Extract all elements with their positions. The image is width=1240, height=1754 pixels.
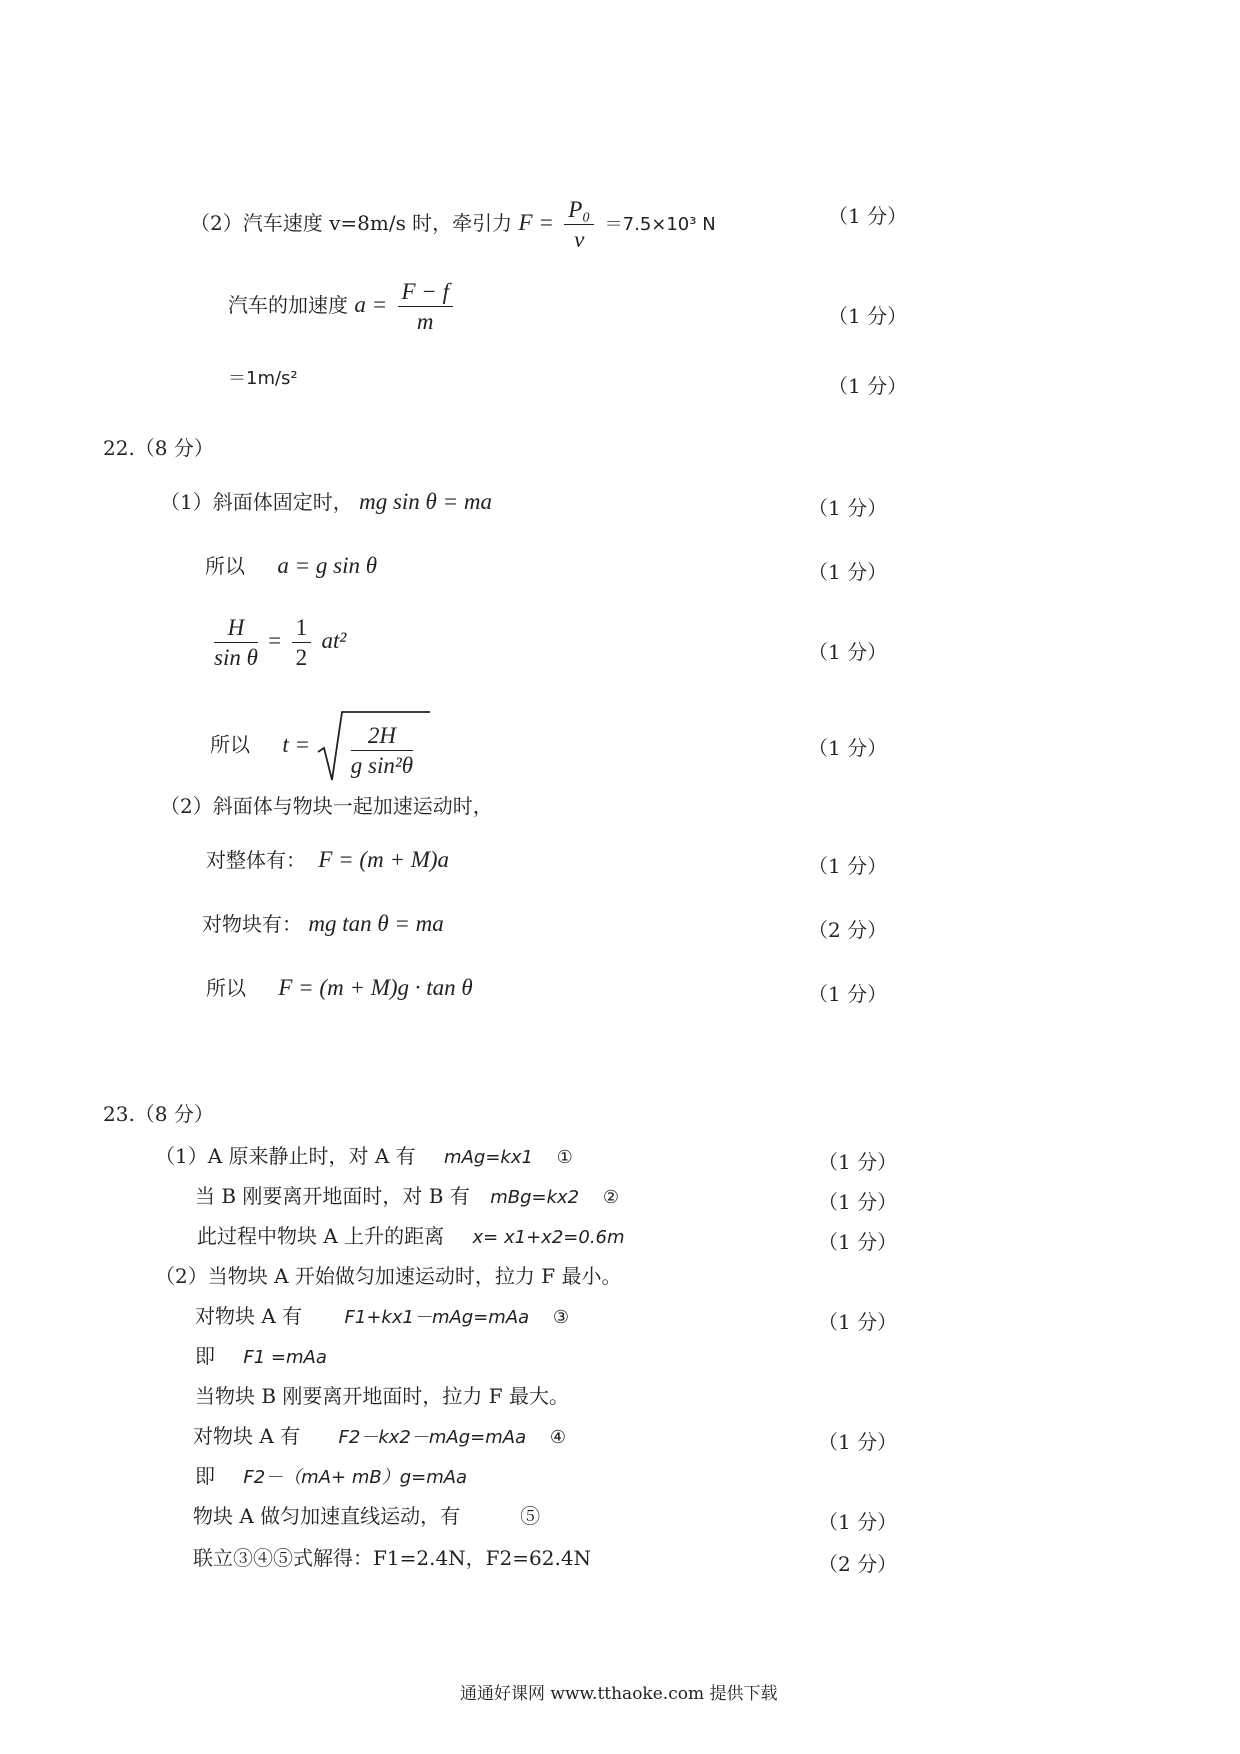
- fraction-denominator: 2: [295, 645, 308, 670]
- points-label: （1 分）: [818, 1230, 898, 1254]
- points-label: （1 分）: [818, 1310, 898, 1334]
- q22-text: 所以: [205, 554, 245, 578]
- q23-eq: F2－（mA+ mB）g=mAa: [243, 1467, 468, 1488]
- q22-eq: F = (m + M)a: [318, 847, 450, 872]
- q23-heading: 23.（8 分）: [103, 1102, 214, 1126]
- q22-line-1: [160, 490, 492, 513]
- points-label: （1 分）: [808, 560, 888, 584]
- q23-line-3: [197, 1226, 625, 1247]
- q22-heading: 22.（8 分）: [103, 436, 214, 460]
- points-label: （1 分）: [828, 304, 908, 328]
- points-label: （1 分）: [828, 374, 908, 398]
- q22-eq: F = (m + M)g · tan θ: [278, 975, 473, 1000]
- q22-text: （1）斜面体固定时，: [160, 490, 353, 514]
- q23-line-6: [195, 1346, 327, 1367]
- footer-credit: 通通好课网 www.tthaoke.com 提供下载: [460, 1684, 778, 1704]
- q23-text: 即: [195, 1464, 215, 1488]
- q21-text: （2）汽车速度 v=8m/s 时，牵引力: [190, 211, 513, 235]
- points-label: （1 分）: [808, 496, 888, 520]
- q23-text: 即: [195, 1344, 215, 1368]
- q23-line-8: [193, 1426, 566, 1447]
- fraction-numerator: 2H: [351, 724, 413, 751]
- q21-text: 汽车的加速度: [228, 293, 348, 317]
- q22-text: 对物块有：: [202, 912, 302, 936]
- fraction-numerator: F − f: [398, 280, 453, 307]
- q23-text: 当 B 刚要离开地面时，对 B 有: [195, 1184, 470, 1208]
- q22-text: 对整体有：: [206, 848, 306, 872]
- points-label: （2 分）: [808, 918, 888, 942]
- points-label: （1 分）: [818, 1190, 898, 1214]
- fraction-numerator: H: [214, 616, 258, 643]
- points-label: （1 分）: [818, 1430, 898, 1454]
- q22-eq: at²: [321, 628, 347, 653]
- points-label: （2 分）: [818, 1552, 898, 1576]
- q22-text: 所以: [210, 732, 250, 757]
- q21-line-accel: [228, 280, 457, 333]
- q21-result: ＝7.5×10³ N: [604, 214, 716, 235]
- q23-line-5: [195, 1306, 569, 1327]
- fraction-numerator: P₀: [564, 198, 594, 225]
- q21-eq-lhs: F =: [518, 210, 554, 235]
- q23-text: 此过程中物块 A 上升的距离: [197, 1224, 445, 1248]
- q22-line-6: [206, 848, 449, 871]
- q22-line-7: [202, 912, 444, 935]
- fraction-numerator: 1: [292, 616, 312, 643]
- fraction-height-over-sin: [214, 616, 258, 669]
- q23-eq: F2－kx2－mAg=mAa ④: [338, 1427, 566, 1448]
- points-label: （1 分）: [808, 854, 888, 878]
- q23-line-1: [155, 1146, 573, 1167]
- q23-text: （2）当物块 A 开始做匀加速运动时，拉力 F 最小。: [155, 1264, 622, 1288]
- q23-text: （1）A 原来静止时，对 A 有: [155, 1144, 416, 1168]
- points-label: （1 分）: [808, 982, 888, 1006]
- q22-line-2: [205, 554, 377, 577]
- q23-eq: F1 =mAa: [243, 1347, 327, 1368]
- q23-eq: mAg=kx1 ①: [444, 1147, 573, 1168]
- fraction-denominator: sin θ: [214, 645, 258, 670]
- fraction-one-half: [292, 616, 312, 669]
- q23-text: 联立③④⑤式解得：F1=2.4N，F2=62.4N: [193, 1546, 592, 1570]
- q22-line-8: [206, 976, 473, 999]
- fraction-time: [351, 724, 413, 777]
- q22-eq: mg sin θ = ma: [359, 489, 492, 514]
- q23-eq: F1+kx1－mAg=mAa ③: [344, 1307, 570, 1328]
- q22-eq: t =: [282, 731, 311, 757]
- points-label: （1 分）: [808, 736, 888, 760]
- points-label: （1 分）: [818, 1150, 898, 1174]
- q22-eq: a = g sin θ: [277, 553, 378, 578]
- q22-line-4: [210, 708, 417, 784]
- fraction-denominator: m: [416, 309, 434, 334]
- q22-line-3: [210, 616, 346, 669]
- q22-text: 所以: [206, 976, 246, 1000]
- q23-text: 对物块 A 有: [193, 1424, 301, 1448]
- q23-line-2: [195, 1186, 619, 1207]
- q21-line-traction: [190, 198, 716, 251]
- q22-text: （2）斜面体与物块一起加速运动时，: [160, 794, 493, 818]
- points-label: （1 分）: [818, 1510, 898, 1534]
- q23-eq: mBg=kx2 ②: [490, 1187, 619, 1208]
- q22-eq: mg tan θ = ma: [308, 911, 444, 936]
- q21-accel-result: ＝1m/s²: [228, 368, 298, 389]
- fraction-net-force-over-mass: [398, 280, 453, 333]
- fraction-denominator: g sin²θ: [350, 752, 414, 778]
- fraction-denominator: v: [574, 227, 585, 252]
- q23-text: 物块 A 做匀加速直线运动，有 ⑤: [193, 1504, 541, 1528]
- q21-eq-lhs: a =: [354, 292, 388, 317]
- points-label: （1 分）: [808, 640, 888, 664]
- q23-eq: x= x1+x2=0.6m: [472, 1227, 625, 1248]
- q23-line-9: [195, 1466, 467, 1487]
- points-label: （1 分）: [828, 204, 908, 228]
- equals-sign: =: [268, 628, 282, 653]
- fraction-power-over-speed: [564, 198, 594, 251]
- q23-text: 对物块 A 有: [195, 1304, 303, 1328]
- q23-text: 当物块 B 刚要离开地面时，拉力 F 最大。: [195, 1384, 570, 1408]
